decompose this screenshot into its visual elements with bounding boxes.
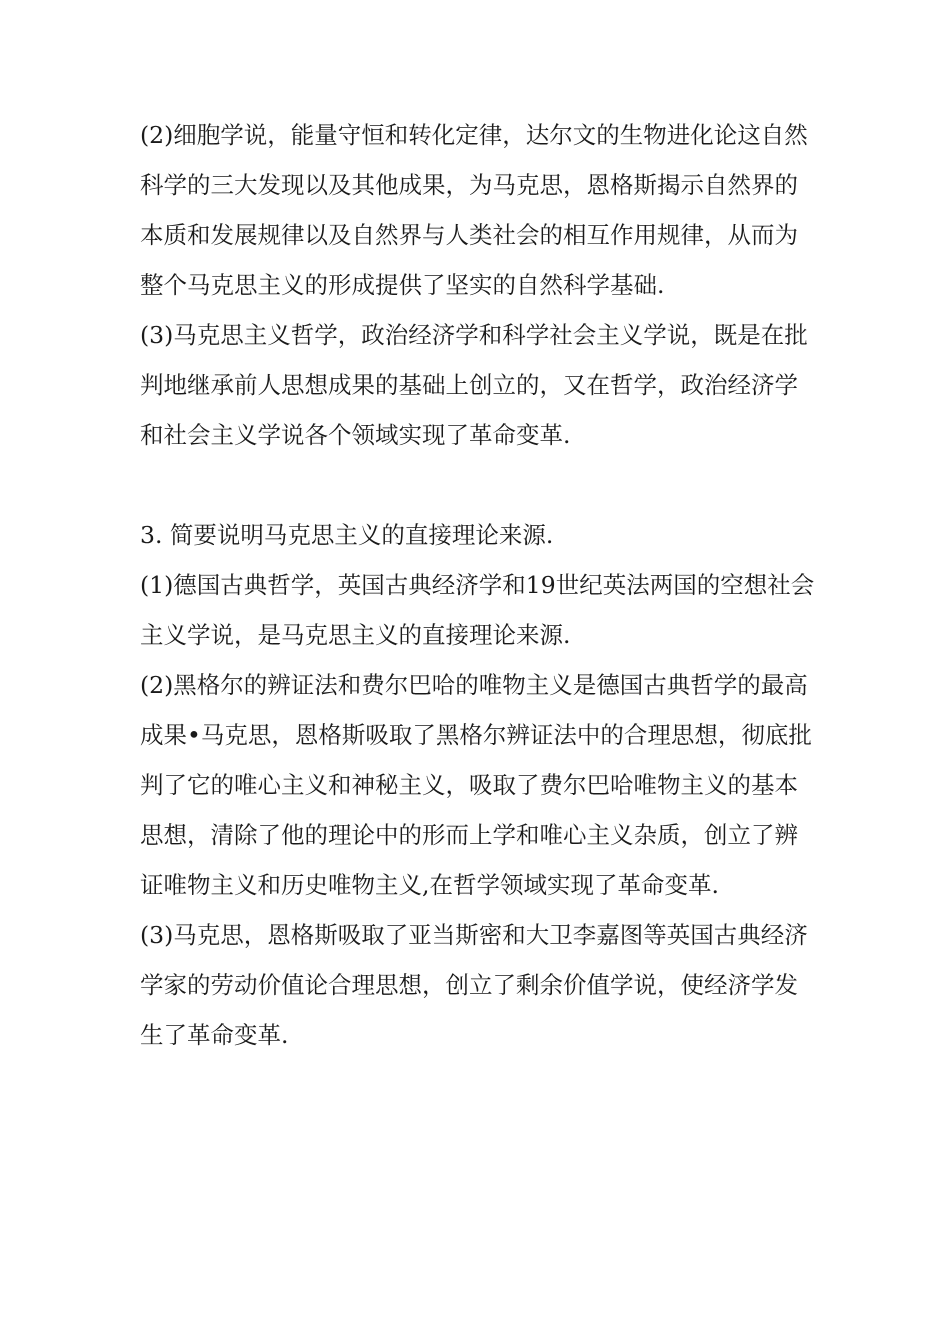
paragraph-section3-point1: (1)德国古典哲学，英国古典经济学和19世纪英法两国的空想社会主义学说，是马克思主义的直接理论来源. (140, 571, 815, 649)
paragraph-section2-point2: (2)细胞学说，能量守恒和转化定律，达尔文的生物进化论这自然科学的三大发现以及其他成果，为马克思，恩格斯揭示自然界的本质和发展规律以及自然界与人类社会的相互作用规律，从而为整个马克思主义的形成提供了坚实的自然科学基础. (140, 121, 808, 299)
paragraph-spacer (140, 460, 820, 510)
question-heading: 3. 简要说明马克思主义的直接理论来源. (140, 521, 554, 549)
paragraph-section3-point2: (2)黑格尔的辨证法和费尔巴哈的唯物主义是德国古典哲学的最高成果•马克思，恩格斯吸取了黑格尔辨证法中的合理思想，彻底批判了它的唯心主义和神秘主义，吸取了费尔巴哈唯物主义的基本思想，清除了他的理论中的形而上学和唯心主义杂质，创立了辨证唯物主义和历史唯物主义,在哲学领域实现了革命变革. (140, 671, 812, 899)
paragraph-section2-point3: (3)马克思主义哲学，政治经济学和科学社会主义学说，既是在批判地继承前人思想成果的基础上创立的，又在哲学，政治经济学和社会主义学说各个领域实现了革命变革. (140, 321, 808, 449)
document-page (140, 110, 820, 1060)
paragraph-section3-point3: (3)马克思，恩格斯吸取了亚当斯密和大卫李嘉图等英国古典经济学家的劳动价值论合理思想，创立了剩余价值学说，使经济学发生了革命变革. (140, 921, 808, 1049)
